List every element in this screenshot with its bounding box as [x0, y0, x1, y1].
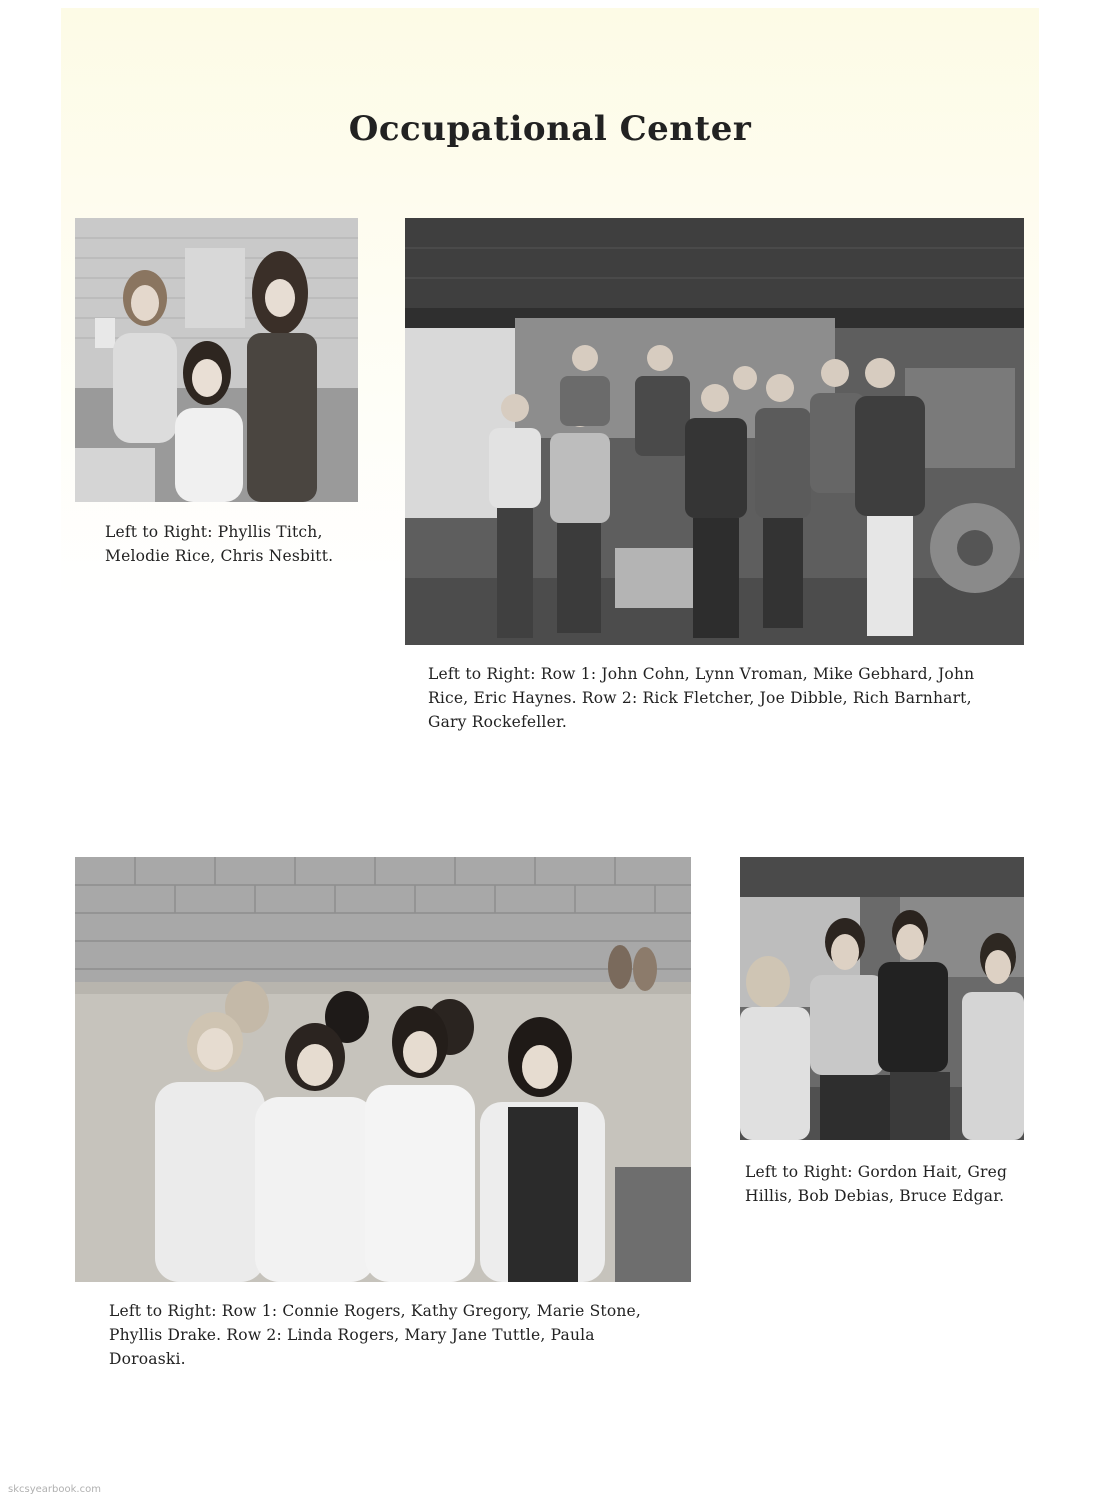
caption-line: Phyllis Drake. Row 2: Linda Rogers, Mary Jane Tuttle, Paula: [109, 1326, 595, 1344]
caption-line: Left to Right: Row 1: Connie Rogers, Kathy Gregory, Marie Stone,: [109, 1302, 642, 1320]
page-title: Occupational Center: [348, 108, 752, 149]
caption-line: Rice, Eric Haynes. Row 2: Rick Fletcher, Joe Dibble, Rich Barnhart,: [428, 689, 972, 707]
photo-boys-shop-group-image: [405, 218, 1024, 645]
photo-girls-group-image: [75, 857, 691, 1282]
caption-line: Melodie Rice, Chris Nesbitt.: [105, 547, 334, 565]
caption-line: Left to Right: Row 1: John Cohn, Lynn Vroman, Mike Gebhard, John: [428, 665, 975, 683]
photo-girls-group: [75, 857, 691, 1282]
photo-three-girls: [75, 218, 358, 502]
caption-four-boys: [745, 1160, 1007, 1208]
site-watermark: skcsyearbook.com: [8, 1484, 101, 1495]
caption-girls-group: [109, 1299, 641, 1371]
caption-line: Gary Rockefeller.: [428, 713, 567, 731]
photo-four-boys-image: [740, 857, 1024, 1140]
photo-four-boys: [740, 857, 1024, 1140]
caption-three-girls: [105, 520, 333, 568]
caption-line: Left to Right: Phyllis Titch,: [105, 523, 323, 541]
photo-three-girls-image: [75, 218, 358, 502]
caption-line: Doroaski.: [109, 1350, 186, 1368]
caption-line: Left to Right: Gordon Hait, Greg: [745, 1163, 1008, 1181]
photo-boys-shop-group: [405, 218, 1024, 645]
caption-line: Hillis, Bob Debias, Bruce Edgar.: [745, 1187, 1005, 1205]
caption-boys-shop-group: [428, 662, 974, 734]
